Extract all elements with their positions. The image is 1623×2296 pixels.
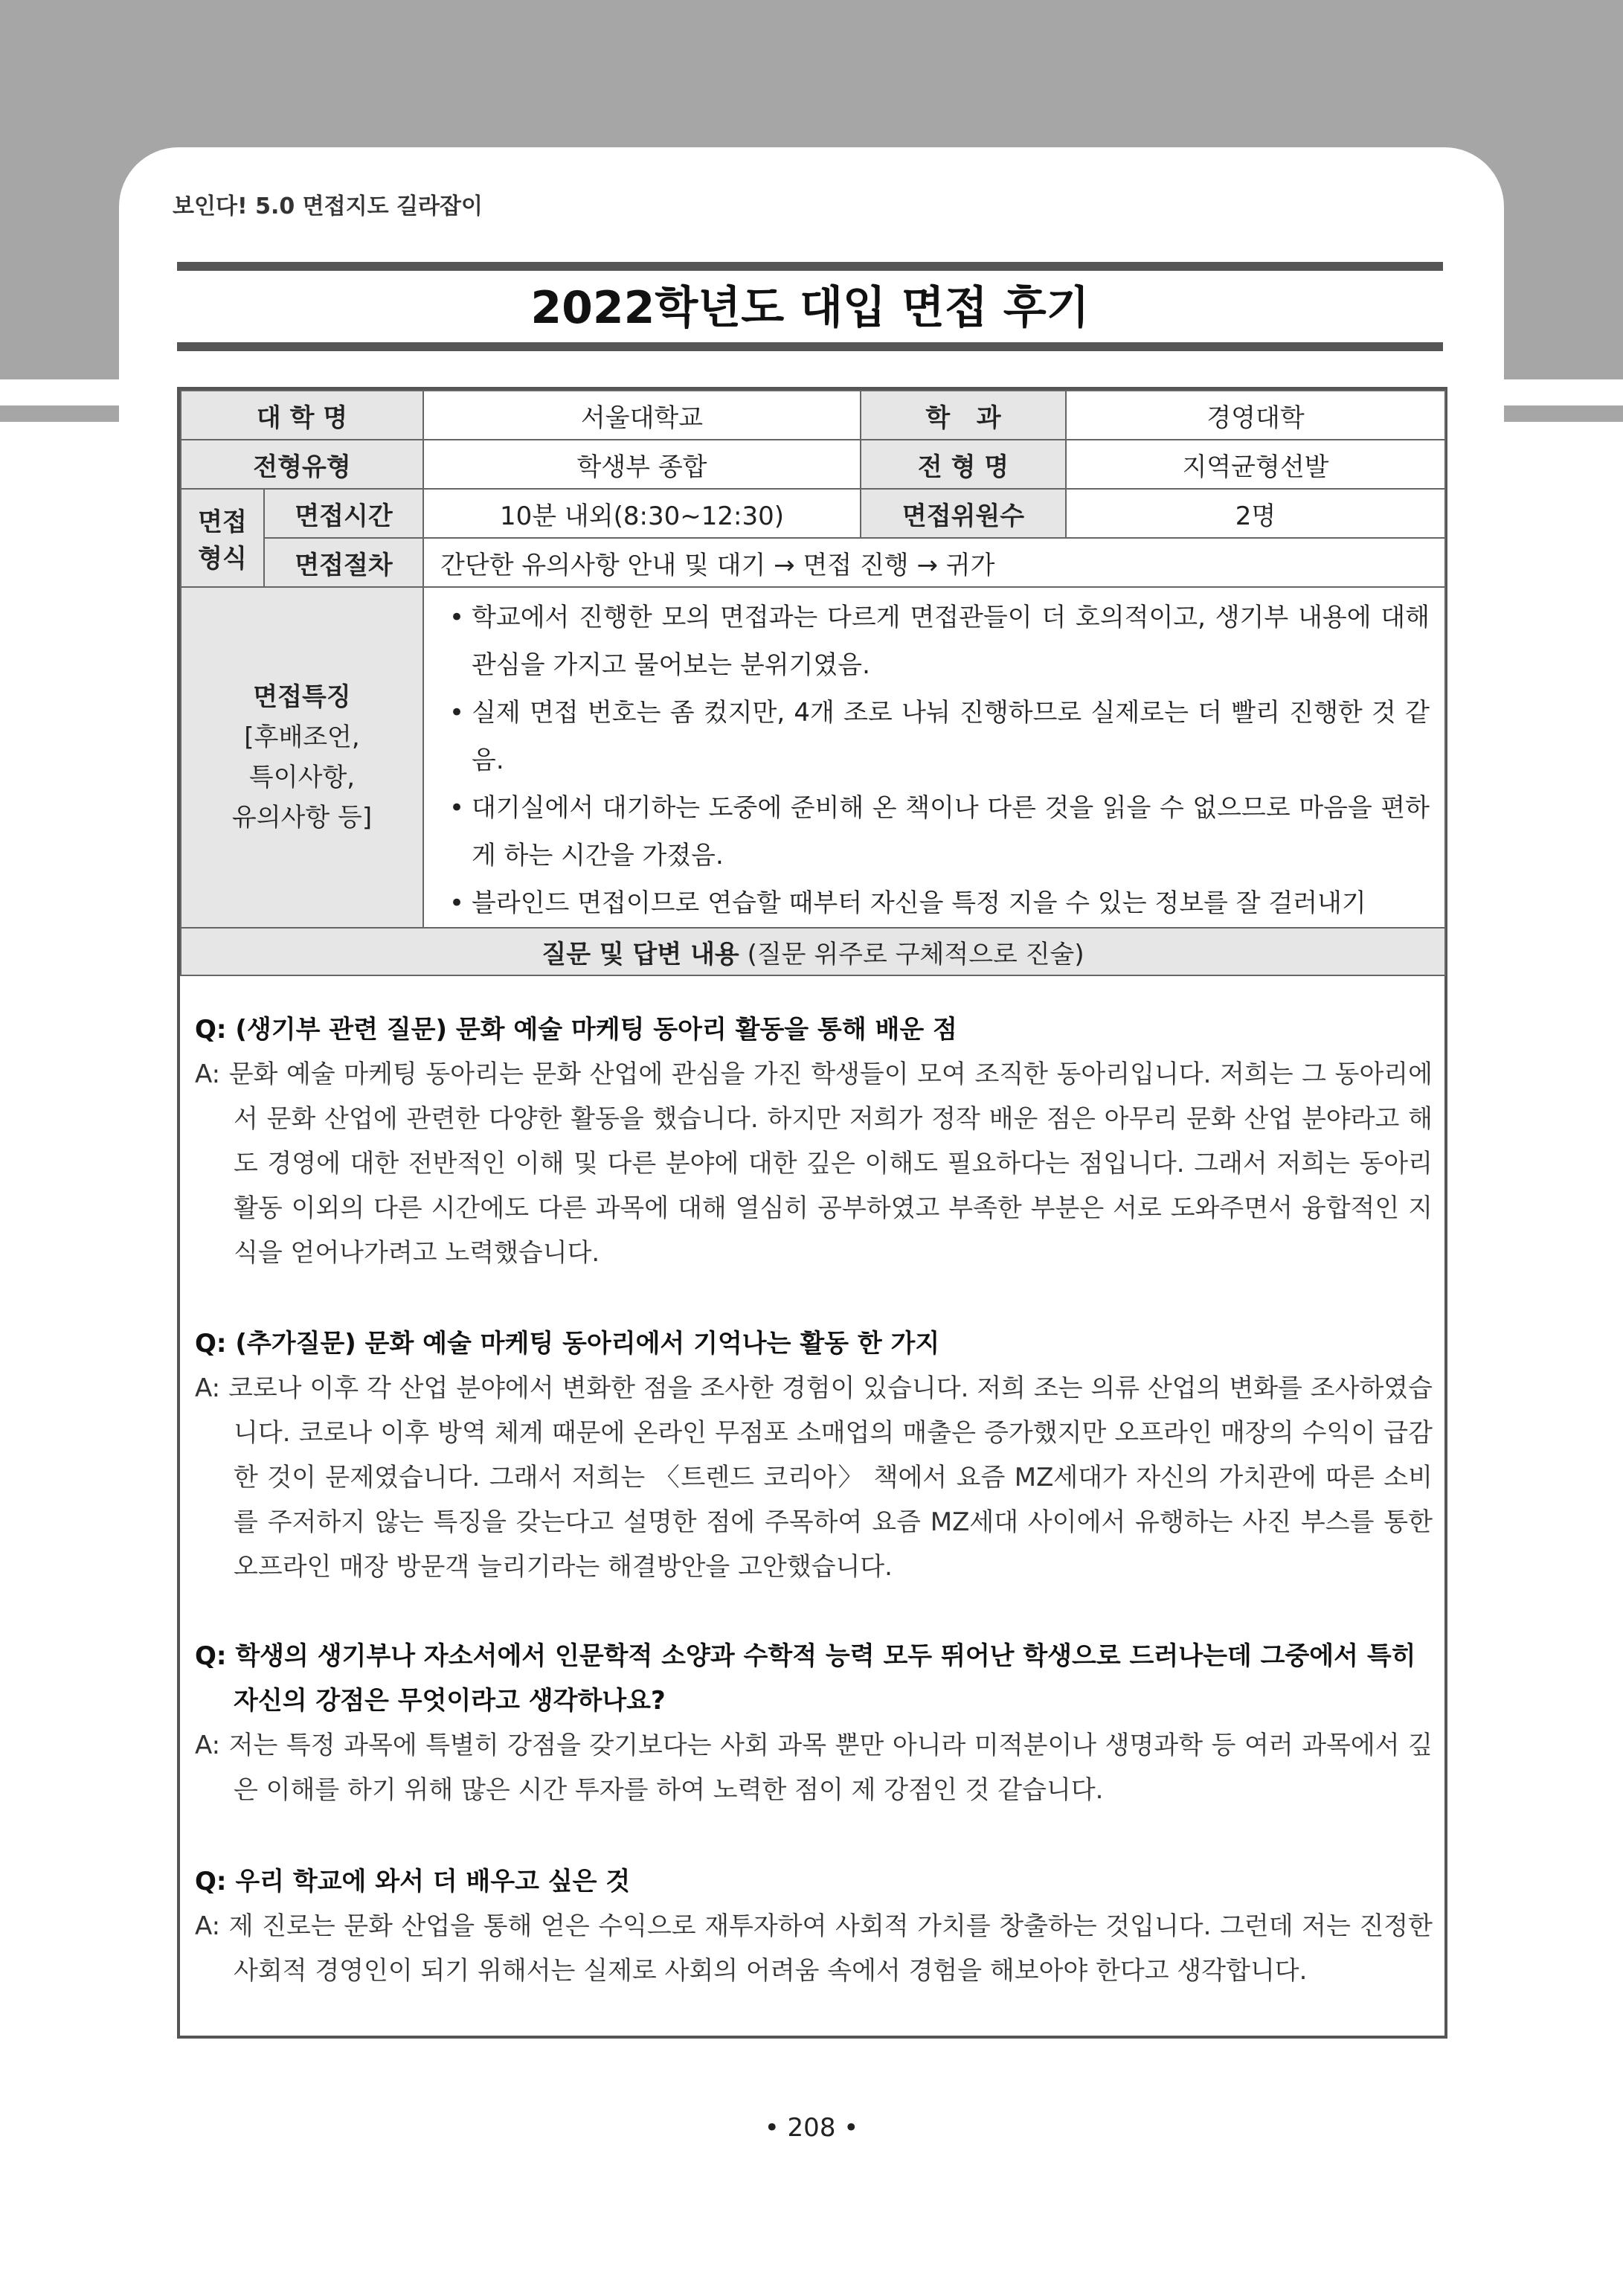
- answer-2: A: 코로나 이후 각 산업 분야에서 변화한 점을 조사한 경험이 있습니다. 저희 조는 의류 산업의 변화를 조사하였습니다. 코로나 이후 방역 체계 때문에 온라인 무점포 소매업의 매출은 증가했지만 오프라인 매장의 수익이 급감한 것이 문제였습니다. 그래서 저희는 〈트렌드 코리아〉 책에서 요즘 MZ세대가 자신의 가치관에 따른 소비를 주저하지 않는 특징을 갖는다고 설명한 점에 주목하여 요즘 MZ세대 사이에서 유행하는 사진 부스를 통한 오프라인 매장 방문객 늘리기라는 해결방안을 고안했습니다.: [195, 1373, 1433, 1582]
- type-label: 전형유형: [181, 440, 423, 489]
- count-label: 면접위원수: [861, 489, 1066, 538]
- form-label-line1: 면접: [198, 507, 247, 537]
- count-value: 2명: [1066, 489, 1445, 538]
- form-label: [181, 489, 264, 587]
- left-band-stripe: [0, 405, 119, 422]
- question-1: Q: (생기부 관련 질문) 문화 예술 마케팅 동아리 활동을 통해 배운 점: [195, 1015, 957, 1045]
- review-box: [177, 387, 1447, 2039]
- qa-item-4: [195, 1859, 1433, 1993]
- qa-item-2: [195, 1321, 1433, 1589]
- form-label-line2: 형식: [198, 544, 247, 574]
- features-content: [423, 587, 1445, 928]
- qa-header-row: [181, 928, 1445, 975]
- page-number: • 208 •: [764, 2113, 859, 2143]
- qa-header-note: (질문 위주로 구체적으로 진술): [739, 939, 1084, 969]
- name-value: 지역균형선발: [1066, 440, 1445, 489]
- feature-item: • 대기실에서 대기하는 도중에 준비해 온 책이나 다른 것을 읽을 수 없으므로 마음을 편하게 하는 시간을 가졌음.: [454, 784, 1430, 879]
- name-label: 전 형 명: [861, 440, 1066, 489]
- question-4: Q: 우리 학교에 와서 더 배우고 싶은 것: [195, 1867, 631, 1896]
- answer-1: A: 문화 예술 마케팅 동아리는 문화 산업에 관심을 가진 학생들이 모여 조직한 동아리입니다. 저희는 그 동아리에서 문화 산업에 관련한 다양한 활동을 했습니다. 하지만 저희가 정작 배운 점은 아무리 문화 산업 분야라고 해도 경영에 대한 전반적인 이해 및 다른 분야에 대한 깊은 이해도 필요하다는 점입니다. 그래서 저희는 동아리 활동 이외의 다른 시간에도 다른 과목에 대해 열심히 공부하였고 부족한 부분은 서로 도와주면서 융합적인 지식을 얻어나가려고 노력했습니다.: [195, 1059, 1433, 1268]
- qa-item-3: [195, 1634, 1433, 1812]
- info-row-type: [181, 440, 1445, 489]
- feature-item: • 학교에서 진행한 모의 면접과는 다르게 면접관들이 더 호의적이고, 생기부 내용에 대해 관심을 가지고 물어보는 분위기였음.: [454, 594, 1430, 689]
- univ-label: 대 학 명: [181, 391, 423, 440]
- proc-value: 간단한 유의사항 안내 및 대기 → 면접 진행 → 귀가: [423, 538, 1445, 587]
- dept-value: 경영대학: [1066, 391, 1445, 440]
- qa-item-1: [195, 1007, 1433, 1275]
- univ-value: 서울대학교: [423, 391, 861, 440]
- question-2: Q: (추가질문) 문화 예술 마케팅 동아리에서 기억나는 활동 한 가지: [195, 1329, 940, 1359]
- qa-header-bold: 질문 및 답변 내용: [541, 939, 739, 969]
- type-value: 학생부 종합: [423, 440, 861, 489]
- features-label-line2: [후배조언,: [244, 722, 360, 752]
- answer-4: A: 제 진로는 문화 산업을 통해 얻은 수익으로 재투자하여 사회적 가치를 창출하는 것입니다. 그런데 저는 진정한 사회적 경영인이 되기 위해서는 실제로 사회의 어려움 속에서 경험을 해보아야 한다고 생각합니다.: [195, 1911, 1433, 1986]
- feature-item: • 실제 면접 번호는 좀 컸지만, 4개 조로 나눠 진행하므로 실제로는 더 빨리 진행한 것 같음.: [454, 689, 1430, 784]
- time-value: 10분 내외(8:30~12:30): [423, 489, 861, 538]
- title-rule-top: [177, 262, 1443, 271]
- features-label-line3: 특이사항,: [248, 763, 356, 792]
- features-label-title: 면접특징: [253, 682, 351, 712]
- title-rule-bottom: [177, 342, 1443, 351]
- answer-3: A: 저는 특정 과목에 특별히 강점을 갖기보다는 사회 과목 뿐만 아니라 미적분이나 생명과학 등 여러 과목에서 깊은 이해를 하기 위해 많은 시간 투자를 하여 노력한 점이 제 강점인 것 같습니다.: [195, 1731, 1433, 1805]
- right-band-stripe: [1504, 405, 1623, 422]
- running-header: 보인다! 5.0 면접지도 길라잡이: [173, 193, 483, 219]
- time-label: 면접시간: [264, 489, 423, 538]
- features-label: [181, 587, 423, 928]
- proc-label: 면접절차: [264, 538, 423, 587]
- qa-header: [181, 928, 1445, 975]
- features-list: [424, 588, 1444, 927]
- features-row: [181, 587, 1445, 928]
- features-label-line4: 유의사항 등]: [231, 803, 373, 833]
- dept-label: 학 과: [861, 391, 1066, 440]
- page-title: 2022학년도 대입 면접 후기: [530, 282, 1090, 334]
- feature-item: • 블라인드 면접이므로 연습할 때부터 자신을 특정 지을 수 있는 정보를 잘 걸러내기: [454, 879, 1430, 927]
- info-row-proc: [181, 538, 1445, 587]
- info-row-univ: [181, 391, 1445, 440]
- info-row-time: [181, 489, 1445, 538]
- question-3: Q: 학생의 생기부나 자소서에서 인문학적 소양과 수학적 능력 모두 뛰어난 학생으로 드러나는데 그중에서 특히 자신의 강점은 무엇이라고 생각하나요?: [195, 1641, 1416, 1716]
- info-table: [180, 390, 1446, 976]
